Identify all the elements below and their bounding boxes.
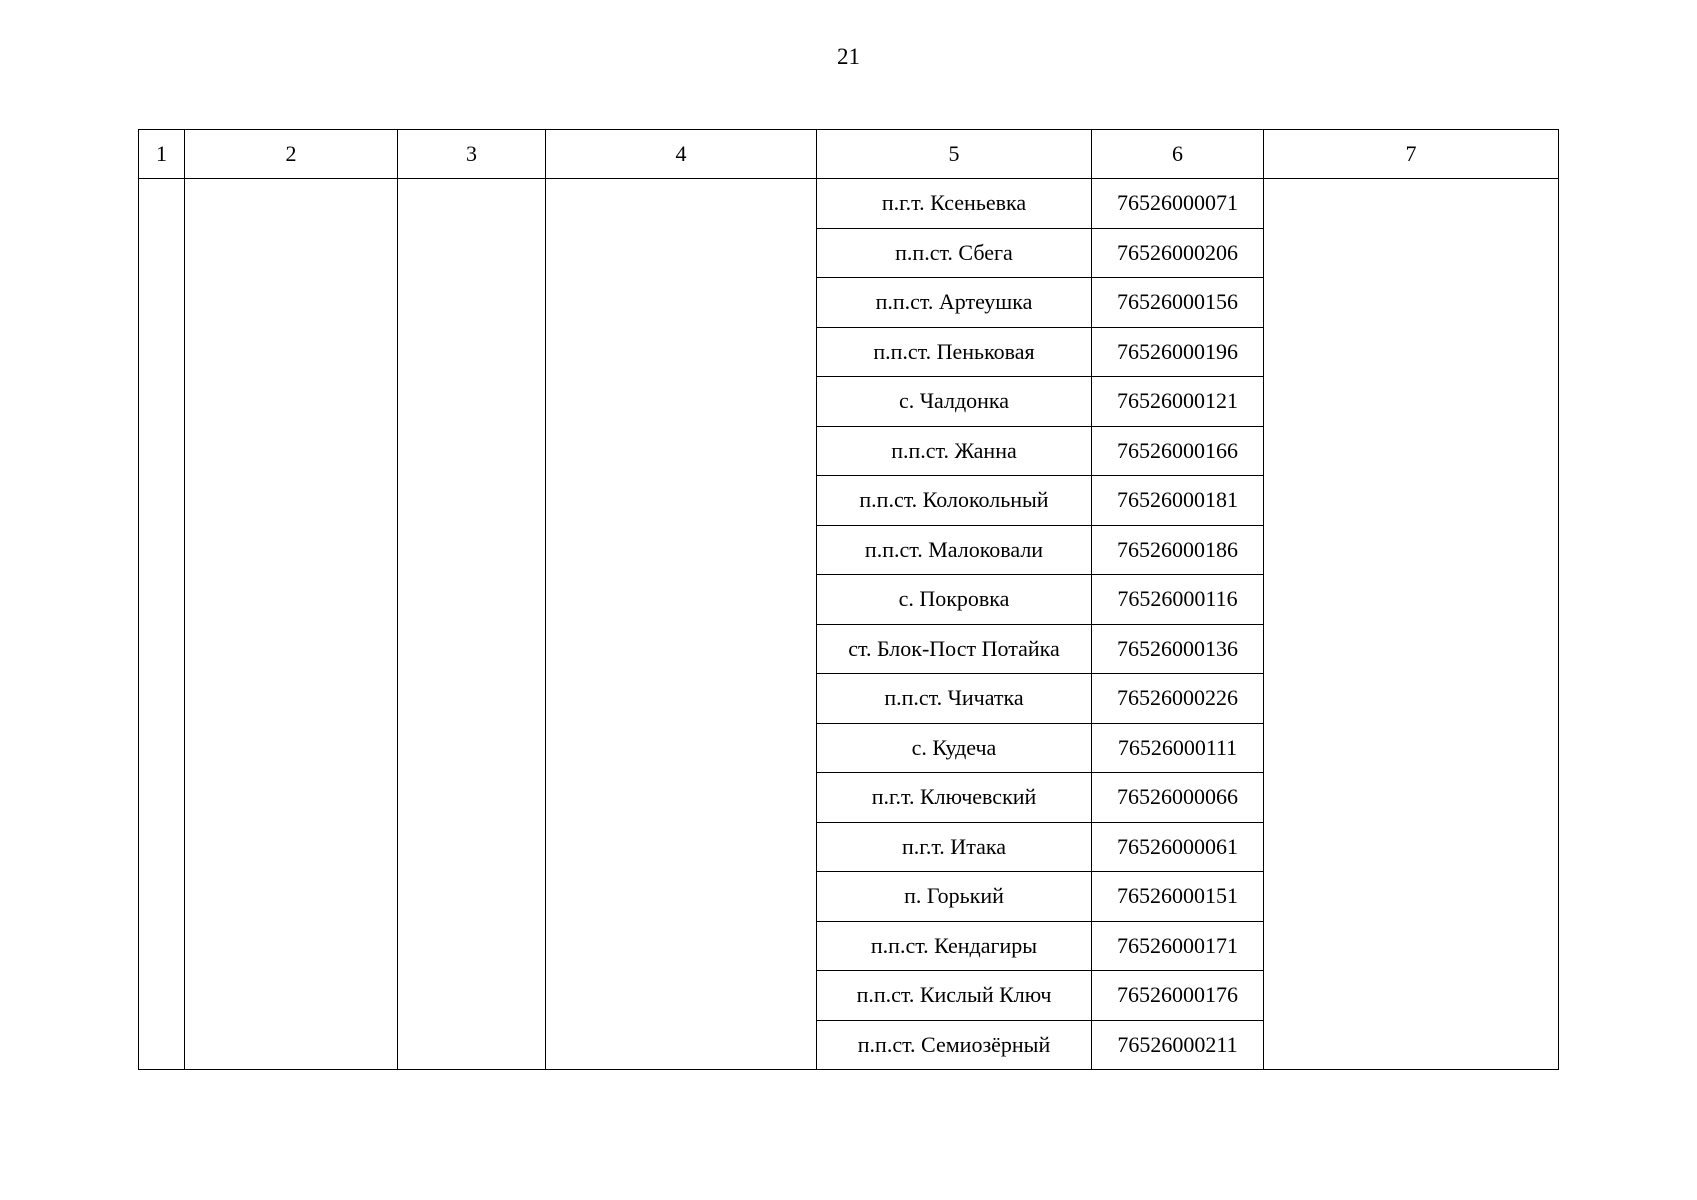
oktmo-code-cell: 76526000176 <box>1092 971 1264 1021</box>
header-col-2: 2 <box>185 130 398 179</box>
table-row <box>139 179 1559 229</box>
empty-merged-cell-col-7 <box>1264 179 1559 1070</box>
settlement-name-cell: п.п.ст. Кислый Ключ <box>817 971 1092 1021</box>
oktmo-code-cell: 76526000196 <box>1092 327 1264 377</box>
oktmo-code-cell: 76526000186 <box>1092 525 1264 575</box>
settlement-name-cell: п.п.ст. Сбега <box>817 228 1092 278</box>
oktmo-code-cell: 76526000121 <box>1092 377 1264 427</box>
oktmo-code-cell: 76526000151 <box>1092 872 1264 922</box>
settlement-name-cell: п.г.т. Ксеньевка <box>817 179 1092 229</box>
oktmo-code-cell: 76526000116 <box>1092 575 1264 625</box>
settlement-name-cell: п.п.ст. Кендагиры <box>817 921 1092 971</box>
oktmo-code-cell: 76526000066 <box>1092 773 1264 823</box>
settlement-name-cell: п.п.ст. Пеньковая <box>817 327 1092 377</box>
settlement-name-cell: п.п.ст. Артеушка <box>817 278 1092 328</box>
table-body <box>139 179 1559 1070</box>
oktmo-code-cell: 76526000111 <box>1092 723 1264 773</box>
header-col-7: 7 <box>1264 130 1559 179</box>
settlement-name-cell: п.п.ст. Семиозёрный <box>817 1020 1092 1070</box>
settlement-name-cell: п.п.ст. Чичатка <box>817 674 1092 724</box>
header-row <box>139 130 1559 179</box>
empty-merged-cell-col-1 <box>139 179 185 1070</box>
empty-merged-cell-col-4 <box>546 179 817 1070</box>
settlement-name-cell: п. Горький <box>817 872 1092 922</box>
settlement-name-cell: п.п.ст. Колокольный <box>817 476 1092 526</box>
header-col-5: 5 <box>817 130 1092 179</box>
oktmo-code-cell: 76526000206 <box>1092 228 1264 278</box>
settlement-name-cell: п.г.т. Ключевский <box>817 773 1092 823</box>
oktmo-code-cell: 76526000211 <box>1092 1020 1264 1070</box>
oktmo-code-cell: 76526000071 <box>1092 179 1264 229</box>
header-col-4: 4 <box>546 130 817 179</box>
settlement-name-cell: п.п.ст. Жанна <box>817 426 1092 476</box>
settlement-name-cell: с. Покровка <box>817 575 1092 625</box>
settlement-table <box>138 129 1559 1070</box>
oktmo-code-cell: 76526000181 <box>1092 476 1264 526</box>
oktmo-code-cell: 76526000061 <box>1092 822 1264 872</box>
empty-merged-cell-col-2 <box>185 179 398 1070</box>
oktmo-code-cell: 76526000226 <box>1092 674 1264 724</box>
settlement-name-cell: п.г.т. Итака <box>817 822 1092 872</box>
oktmo-code-cell: 76526000136 <box>1092 624 1264 674</box>
oktmo-code-cell: 76526000166 <box>1092 426 1264 476</box>
page-number: 21 <box>837 44 860 69</box>
oktmo-code-cell: 76526000171 <box>1092 921 1264 971</box>
table-header <box>139 130 1559 179</box>
oktmo-code-cell: 76526000156 <box>1092 278 1264 328</box>
empty-merged-cell-col-3 <box>398 179 546 1070</box>
settlement-name-cell: с. Чалдонка <box>817 377 1092 427</box>
settlement-name-cell: с. Кудеча <box>817 723 1092 773</box>
header-col-6: 6 <box>1092 130 1264 179</box>
settlement-name-cell: п.п.ст. Малоковали <box>817 525 1092 575</box>
settlement-name-cell: ст. Блок-Пост Потайка <box>817 624 1092 674</box>
header-col-3: 3 <box>398 130 546 179</box>
header-col-1: 1 <box>139 130 185 179</box>
